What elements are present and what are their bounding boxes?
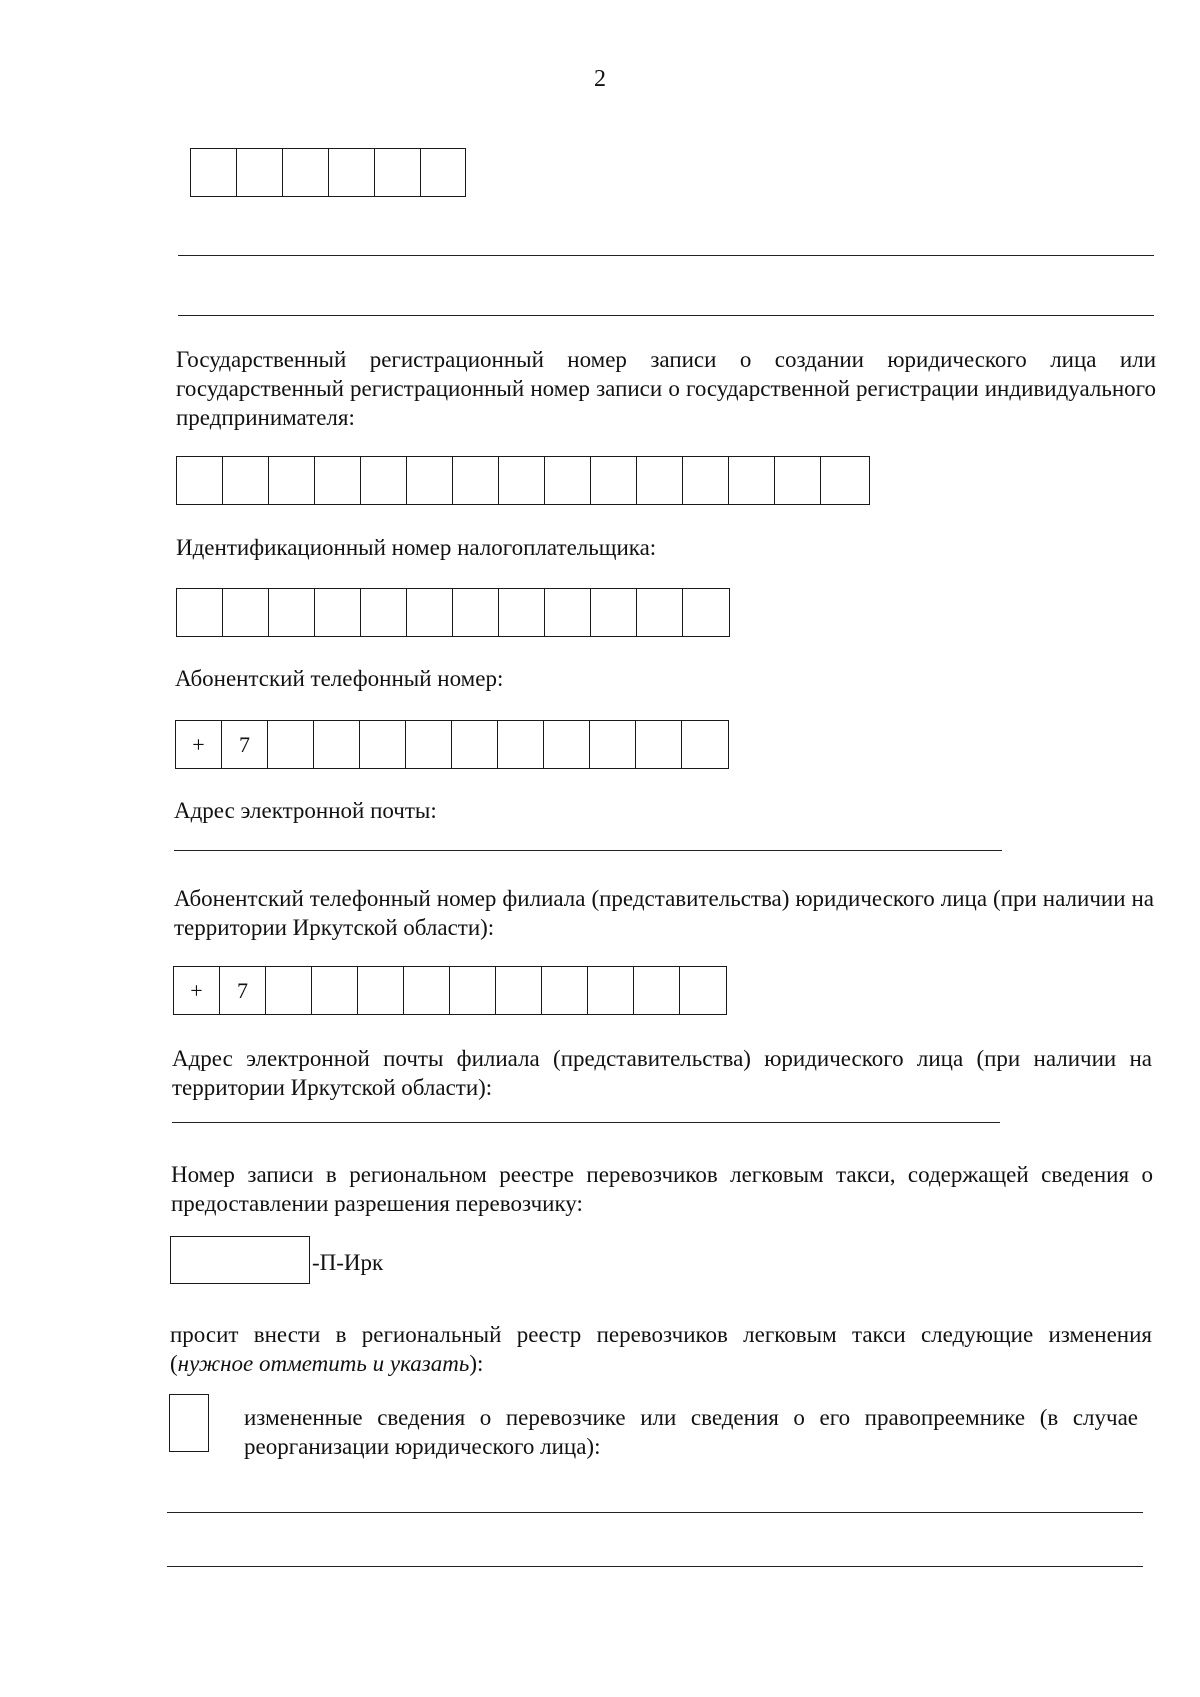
branch-phone-country-code: 7: [220, 967, 266, 1014]
registry-record-number-field[interactable]: [170, 1236, 310, 1284]
phone-cell[interactable]: [314, 721, 360, 768]
inn-cell[interactable]: [177, 589, 223, 636]
inn-cell[interactable]: [361, 589, 407, 636]
inn-cell[interactable]: [315, 589, 361, 636]
branch-phone-cell[interactable]: [588, 967, 634, 1014]
inn-cell[interactable]: [453, 589, 499, 636]
changed-info-label: измененные сведения о перевозчике или сведения о его правопреемнике (в случае реорганизации юридического лица):: [244, 1405, 1138, 1459]
phone-cell[interactable]: [544, 721, 590, 768]
inn-cell[interactable]: [637, 589, 683, 636]
branch-phone-cell[interactable]: [358, 967, 404, 1014]
phone-cells[interactable]: [175, 720, 729, 769]
ogrn-cells[interactable]: [176, 456, 870, 505]
phone-country-code: 7: [222, 721, 268, 768]
phone-cell[interactable]: [636, 721, 682, 768]
inn-cell[interactable]: [269, 589, 315, 636]
inn-cell[interactable]: [545, 589, 591, 636]
branch-email-label: Адрес электронной почты филиала (представительства) юридического лица (при наличии на территории Иркутской области):: [172, 1046, 1152, 1100]
page-number: 2: [594, 66, 606, 92]
changed-info-checkbox[interactable]: [169, 1394, 209, 1452]
blank-line[interactable]: [178, 255, 1154, 256]
phone-cell[interactable]: [268, 721, 314, 768]
branch-phone-plus: +: [174, 967, 220, 1014]
code-cell[interactable]: [375, 149, 421, 196]
branch-phone-cell[interactable]: [450, 967, 496, 1014]
code-cell[interactable]: [421, 149, 467, 196]
inn-cell[interactable]: [223, 589, 269, 636]
ogrn-cell[interactable]: [545, 457, 591, 504]
ogrn-cell[interactable]: [821, 457, 867, 504]
ogrn-cell[interactable]: [361, 457, 407, 504]
registry-record-suffix: -П-Ирк: [312, 1250, 384, 1275]
ogrn-cell[interactable]: [729, 457, 775, 504]
phone-cell[interactable]: [406, 721, 452, 768]
branch-phone-cell[interactable]: [404, 967, 450, 1014]
phone-cell[interactable]: [360, 721, 406, 768]
top-code-cells[interactable]: [190, 148, 466, 197]
blank-line[interactable]: [178, 315, 1154, 316]
phone-cell[interactable]: [498, 721, 544, 768]
ogrn-cell[interactable]: [177, 457, 223, 504]
branch-phone-cell[interactable]: [266, 967, 312, 1014]
email-line[interactable]: [174, 850, 1002, 851]
branch-phone-cell[interactable]: [634, 967, 680, 1014]
phone-cell[interactable]: [452, 721, 498, 768]
request-text-main: просит внести в региональный реестр перевозчиков легковым такси следующие изменения (: [170, 1322, 1152, 1376]
request-text: [170, 1320, 1152, 1378]
inn-cell[interactable]: [407, 589, 453, 636]
code-cell[interactable]: [329, 149, 375, 196]
request-text-end: ):: [469, 1351, 484, 1376]
registry-record-label: Номер записи в региональном реестре перевозчиков легковым такси, содержащей сведения о предоставлении разрешения перевозчику:: [171, 1162, 1153, 1216]
ogrn-cell[interactable]: [637, 457, 683, 504]
email-label: Адрес электронной почты:: [174, 798, 437, 823]
ogrn-cell[interactable]: [453, 457, 499, 504]
ogrn-cell[interactable]: [775, 457, 821, 504]
phone-plus: +: [176, 721, 222, 768]
request-italic-note: нужное отметить и указать: [177, 1351, 470, 1376]
ogrn-label: Государственный регистрационный номер записи о создании юридического лица или государственный регистрационный номер записи о государственной регистрации индивидуального предпринимателя:: [176, 347, 1156, 430]
ogrn-cell[interactable]: [683, 457, 729, 504]
phone-cell[interactable]: [682, 721, 728, 768]
phone-cell[interactable]: [590, 721, 636, 768]
branch-phone-cell[interactable]: [496, 967, 542, 1014]
ogrn-cell[interactable]: [499, 457, 545, 504]
inn-cells[interactable]: [176, 588, 730, 637]
inn-label: Идентификационный номер налогоплательщика:: [176, 535, 657, 560]
blank-line[interactable]: [167, 1566, 1143, 1567]
branch-phone-cell[interactable]: [680, 967, 726, 1014]
ogrn-cell[interactable]: [223, 457, 269, 504]
branch-phone-label: Абонентский телефонный номер филиала (представительства) юридического лица (при наличии на территории Иркутской области):: [174, 886, 1154, 940]
inn-cell[interactable]: [499, 589, 545, 636]
branch-email-line[interactable]: [172, 1122, 1000, 1123]
branch-phone-cell[interactable]: [312, 967, 358, 1014]
ogrn-cell[interactable]: [591, 457, 637, 504]
ogrn-cell[interactable]: [269, 457, 315, 504]
branch-phone-cell[interactable]: [542, 967, 588, 1014]
branch-phone-cells[interactable]: [173, 966, 727, 1015]
inn-cell[interactable]: [591, 589, 637, 636]
phone-label: Абонентский телефонный номер:: [175, 666, 504, 691]
code-cell[interactable]: [191, 149, 237, 196]
blank-line[interactable]: [167, 1512, 1143, 1513]
ogrn-cell[interactable]: [407, 457, 453, 504]
code-cell[interactable]: [237, 149, 283, 196]
inn-cell[interactable]: [683, 589, 729, 636]
code-cell[interactable]: [283, 149, 329, 196]
ogrn-cell[interactable]: [315, 457, 361, 504]
